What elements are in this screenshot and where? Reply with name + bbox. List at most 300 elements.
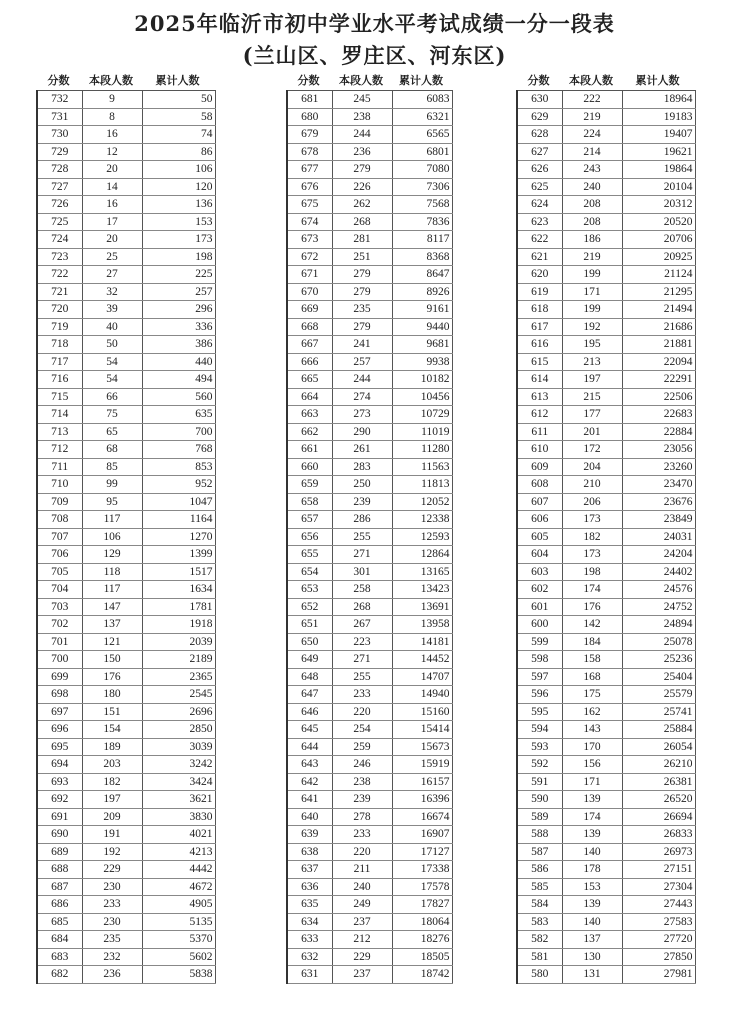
score-cell: 633 [287,931,332,949]
cumulative-cell: 198 [142,248,215,266]
count-cell: 279 [332,266,392,284]
table-row [517,773,695,791]
score-cell: 599 [517,633,562,651]
header-cell: 分数 [47,74,70,87]
count-cell: 154 [82,721,142,739]
score-cell: 655 [287,546,332,564]
score-cell: 720 [37,301,82,319]
score-cell: 595 [517,703,562,721]
cumulative-cell: 6801 [392,143,452,161]
cumulative-cell: 27850 [622,948,695,966]
cumulative-cell: 257 [142,283,215,301]
cumulative-cell: 13958 [392,616,452,634]
score-cell: 712 [37,441,82,459]
count-cell: 174 [562,808,622,826]
cumulative-cell: 1270 [142,528,215,546]
score-column-2 [286,72,453,984]
cumulative-cell: 20520 [622,213,695,231]
score-cell: 638 [287,843,332,861]
count-cell: 240 [562,178,622,196]
cumulative-cell: 8368 [392,248,452,266]
count-cell: 192 [562,318,622,336]
score-cell: 620 [517,266,562,284]
score-cell: 626 [517,161,562,179]
count-cell: 147 [82,598,142,616]
cumulative-cell: 26973 [622,843,695,861]
count-cell: 255 [332,668,392,686]
score-cell: 612 [517,406,562,424]
cumulative-cell: 9938 [392,353,452,371]
score-cell: 654 [287,563,332,581]
score-cell: 700 [37,651,82,669]
table-row [37,126,215,144]
count-cell: 137 [82,616,142,634]
table-row [37,878,215,896]
cumulative-cell: 8926 [392,283,452,301]
cumulative-cell: 23849 [622,511,695,529]
table-row [287,703,452,721]
score-cell: 697 [37,703,82,721]
cumulative-cell: 18064 [392,913,452,931]
score-cell: 629 [517,108,562,126]
table-row [517,371,695,389]
count-cell: 50 [82,336,142,354]
cumulative-cell: 560 [142,388,215,406]
score-column-1 [36,72,216,984]
table-row [517,721,695,739]
count-cell: 211 [332,861,392,879]
score-cell: 688 [37,861,82,879]
score-cell: 630 [517,91,562,109]
table-row [37,91,215,109]
table-row [37,808,215,826]
score-cell: 690 [37,826,82,844]
table-row [287,511,452,529]
cumulative-cell: 6083 [392,91,452,109]
cumulative-cell: 3621 [142,791,215,809]
count-cell: 233 [82,896,142,914]
table-row [517,598,695,616]
count-cell: 236 [82,966,142,984]
table-row [37,301,215,319]
count-cell: 137 [562,931,622,949]
score-cell: 727 [37,178,82,196]
count-cell: 131 [562,966,622,984]
table-row [287,196,452,214]
cumulative-cell: 120 [142,178,215,196]
cumulative-cell: 9681 [392,336,452,354]
table-row [37,371,215,389]
table-row [517,476,695,494]
count-cell: 238 [332,773,392,791]
cumulative-cell: 1164 [142,511,215,529]
count-cell: 139 [562,896,622,914]
cumulative-cell: 19621 [622,143,695,161]
cumulative-cell: 1517 [142,563,215,581]
score-cell: 668 [287,318,332,336]
table-row [287,598,452,616]
header-cell: 累计人数 [399,74,443,87]
table-row [517,283,695,301]
cumulative-cell: 11563 [392,458,452,476]
score-cell: 639 [287,826,332,844]
count-cell: 65 [82,423,142,441]
table-row [287,651,452,669]
score-cell: 730 [37,126,82,144]
count-cell: 235 [82,931,142,949]
header-cell: 分数 [297,74,320,87]
score-cell: 699 [37,668,82,686]
score-cell: 679 [287,126,332,144]
cumulative-cell: 15160 [392,703,452,721]
table-row [37,406,215,424]
score-cell: 726 [37,196,82,214]
table-row [517,493,695,511]
table-row [517,388,695,406]
table-row [517,423,695,441]
table-row [287,388,452,406]
count-cell: 259 [332,738,392,756]
count-cell: 16 [82,196,142,214]
score-cell: 714 [37,406,82,424]
table-row [37,668,215,686]
table-row [517,143,695,161]
count-cell: 171 [562,773,622,791]
table-row [287,161,452,179]
score-cell: 686 [37,896,82,914]
score-cell: 695 [37,738,82,756]
cumulative-cell: 20706 [622,231,695,249]
cumulative-cell: 7080 [392,161,452,179]
cumulative-cell: 2850 [142,721,215,739]
cumulative-cell: 952 [142,476,215,494]
count-cell: 279 [332,283,392,301]
score-cell: 673 [287,231,332,249]
cumulative-cell: 106 [142,161,215,179]
score-cell: 587 [517,843,562,861]
score-column-3 [516,72,696,984]
page-title: 2025年临沂市初中学业水平考试成绩一分一段表 [134,11,615,36]
table-row [287,476,452,494]
table-row [517,878,695,896]
table-row [287,301,452,319]
cumulative-cell: 26210 [622,756,695,774]
count-cell: 12 [82,143,142,161]
count-cell: 8 [82,108,142,126]
count-cell: 40 [82,318,142,336]
count-cell: 197 [562,371,622,389]
table-row [37,458,215,476]
score-cell: 644 [287,738,332,756]
count-cell: 235 [332,301,392,319]
count-cell: 130 [562,948,622,966]
table-row [37,213,215,231]
count-cell: 271 [332,546,392,564]
table-row [287,808,452,826]
count-cell: 174 [562,581,622,599]
cumulative-cell: 13423 [392,581,452,599]
cumulative-cell: 27583 [622,913,695,931]
score-cell: 650 [287,633,332,651]
score-cell: 707 [37,528,82,546]
cumulative-cell: 5838 [142,966,215,984]
cumulative-cell: 19183 [622,108,695,126]
table-row [287,178,452,196]
count-cell: 257 [332,353,392,371]
count-cell: 240 [332,878,392,896]
count-cell: 232 [82,948,142,966]
score-cell: 667 [287,336,332,354]
cumulative-cell: 25078 [622,633,695,651]
table-row [37,178,215,196]
cumulative-cell: 7568 [392,196,452,214]
count-cell: 274 [332,388,392,406]
cumulative-cell: 7836 [392,213,452,231]
table-row [287,686,452,704]
count-cell: 20 [82,231,142,249]
count-cell: 54 [82,353,142,371]
cumulative-cell: 2039 [142,633,215,651]
table-row [287,406,452,424]
score-cell: 596 [517,686,562,704]
table-row [287,353,452,371]
table-row [37,913,215,931]
score-cell: 717 [37,353,82,371]
cumulative-cell: 16157 [392,773,452,791]
cumulative-cell: 11280 [392,441,452,459]
table-row [37,843,215,861]
table-row [517,826,695,844]
cumulative-cell: 3242 [142,756,215,774]
score-table [36,90,216,984]
cumulative-cell: 12052 [392,493,452,511]
count-cell: 220 [332,703,392,721]
score-cell: 674 [287,213,332,231]
cumulative-cell: 635 [142,406,215,424]
count-cell: 27 [82,266,142,284]
count-cell: 106 [82,528,142,546]
cumulative-cell: 23676 [622,493,695,511]
cumulative-cell: 4021 [142,826,215,844]
count-cell: 250 [332,476,392,494]
table-row [37,336,215,354]
score-cell: 670 [287,283,332,301]
count-cell: 177 [562,406,622,424]
cumulative-cell: 11813 [392,476,452,494]
table-row [37,651,215,669]
cumulative-cell: 1047 [142,493,215,511]
table-row [517,91,695,109]
count-cell: 168 [562,668,622,686]
cumulative-cell: 3039 [142,738,215,756]
score-cell: 723 [37,248,82,266]
count-cell: 143 [562,721,622,739]
header-cell: 分数 [527,74,550,87]
score-cell: 722 [37,266,82,284]
score-cell: 715 [37,388,82,406]
score-cell: 628 [517,126,562,144]
table-row [287,878,452,896]
cumulative-cell: 25236 [622,651,695,669]
score-cell: 624 [517,196,562,214]
cumulative-cell: 296 [142,301,215,319]
table-row [37,528,215,546]
score-cell: 656 [287,528,332,546]
score-cell: 609 [517,458,562,476]
table-row [517,738,695,756]
cumulative-cell: 25741 [622,703,695,721]
cumulative-cell: 10456 [392,388,452,406]
score-cell: 637 [287,861,332,879]
count-cell: 173 [562,511,622,529]
cumulative-cell: 24031 [622,528,695,546]
score-cell: 621 [517,248,562,266]
table-row [517,966,695,984]
score-cell: 592 [517,756,562,774]
count-cell: 189 [82,738,142,756]
table-row [37,441,215,459]
cumulative-cell: 26833 [622,826,695,844]
cumulative-cell: 1634 [142,581,215,599]
count-cell: 239 [332,791,392,809]
count-cell: 214 [562,143,622,161]
score-cell: 701 [37,633,82,651]
score-cell: 682 [37,966,82,984]
cumulative-cell: 74 [142,126,215,144]
score-cell: 664 [287,388,332,406]
table-row [37,283,215,301]
table-row [37,266,215,284]
cumulative-cell: 15673 [392,738,452,756]
table-header [286,72,453,88]
cumulative-cell: 24752 [622,598,695,616]
cumulative-cell: 5135 [142,913,215,931]
cumulative-cell: 768 [142,441,215,459]
cumulative-cell: 9440 [392,318,452,336]
cumulative-cell: 27151 [622,861,695,879]
cumulative-cell: 23056 [622,441,695,459]
count-cell: 140 [562,913,622,931]
score-cell: 663 [287,406,332,424]
table-row [287,633,452,651]
header-cell: 累计人数 [635,74,680,87]
cumulative-cell: 50 [142,91,215,109]
count-cell: 246 [332,756,392,774]
count-cell: 182 [562,528,622,546]
cumulative-cell: 17827 [392,896,452,914]
table-row [37,161,215,179]
cumulative-cell: 10182 [392,371,452,389]
count-cell: 215 [562,388,622,406]
count-cell: 233 [332,686,392,704]
count-cell: 142 [562,616,622,634]
score-cell: 597 [517,668,562,686]
count-cell: 121 [82,633,142,651]
cumulative-cell: 4213 [142,843,215,861]
cumulative-cell: 18742 [392,966,452,984]
score-cell: 622 [517,231,562,249]
count-cell: 195 [562,336,622,354]
table-row [517,196,695,214]
score-cell: 600 [517,616,562,634]
table-row [517,931,695,949]
score-cell: 651 [287,616,332,634]
cumulative-cell: 22506 [622,388,695,406]
count-cell: 156 [562,756,622,774]
count-cell: 173 [562,546,622,564]
count-cell: 184 [562,633,622,651]
cumulative-cell: 15414 [392,721,452,739]
count-cell: 175 [562,686,622,704]
table-row [37,721,215,739]
score-cell: 666 [287,353,332,371]
score-cell: 698 [37,686,82,704]
count-cell: 243 [562,161,622,179]
table-row [517,633,695,651]
score-cell: 605 [517,528,562,546]
cumulative-cell: 2189 [142,651,215,669]
cumulative-cell: 1399 [142,546,215,564]
count-cell: 244 [332,126,392,144]
count-cell: 208 [562,196,622,214]
table-row [37,826,215,844]
score-cell: 594 [517,721,562,739]
table-row [287,423,452,441]
header-cell: 本段人数 [569,74,613,87]
count-cell: 244 [332,371,392,389]
score-cell: 585 [517,878,562,896]
cumulative-cell: 5602 [142,948,215,966]
table-row [287,931,452,949]
score-cell: 728 [37,161,82,179]
table-row [37,948,215,966]
table-row [517,546,695,564]
cumulative-cell: 24402 [622,563,695,581]
count-cell: 178 [562,861,622,879]
table-row [287,616,452,634]
cumulative-cell: 14181 [392,633,452,651]
table-row [287,966,452,984]
table-row [517,581,695,599]
score-cell: 602 [517,581,562,599]
score-cell: 659 [287,476,332,494]
table-row [517,301,695,319]
table-row [287,773,452,791]
count-cell: 255 [332,528,392,546]
score-cell: 653 [287,581,332,599]
cumulative-cell: 19407 [622,126,695,144]
table-row [287,581,452,599]
table-row [517,248,695,266]
cumulative-cell: 11019 [392,423,452,441]
table-row [517,808,695,826]
count-cell: 150 [82,651,142,669]
count-cell: 17 [82,213,142,231]
score-cell: 615 [517,353,562,371]
table-row [517,861,695,879]
score-cell: 627 [517,143,562,161]
score-cell: 636 [287,878,332,896]
cumulative-cell: 2696 [142,703,215,721]
table-row [287,721,452,739]
count-cell: 25 [82,248,142,266]
cumulative-cell: 4905 [142,896,215,914]
cumulative-cell: 19864 [622,161,695,179]
table-row [37,931,215,949]
table-row [287,108,452,126]
count-cell: 268 [332,598,392,616]
table-row [287,948,452,966]
